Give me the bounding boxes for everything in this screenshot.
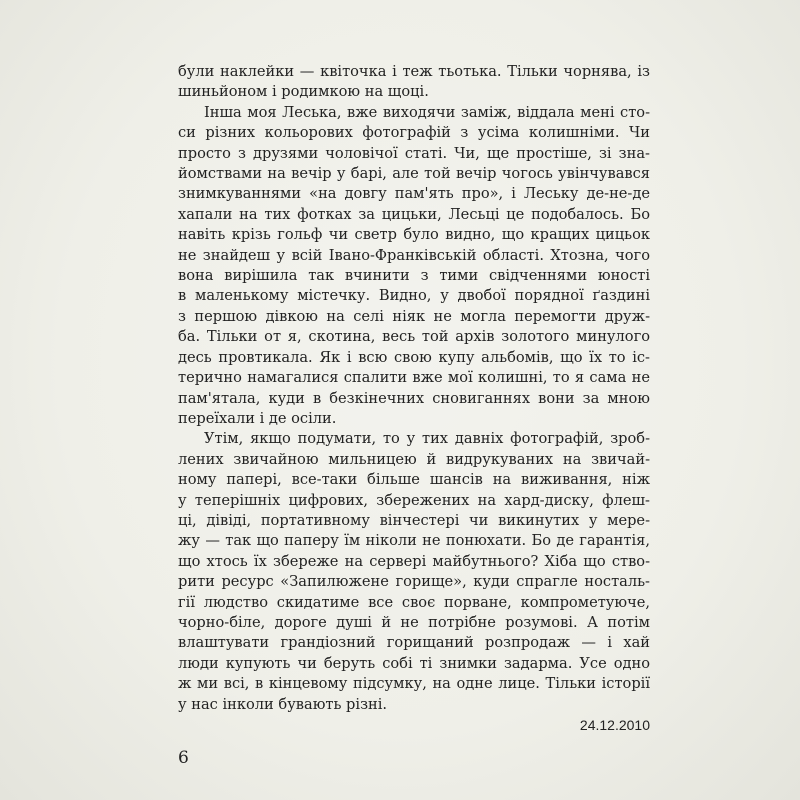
text-line: ному папері, все-таки більше шансів на виживання, ніж [178,471,650,489]
date-signature: 24.12.2010 [579,717,650,733]
text-line: в маленькому містечку. Видно, у двобої порядної ґаздині [178,287,650,305]
text-line: переїхали і де осіли. [178,409,337,427]
text-line: си різних кольорових фотографій з усіма колишніми. Чи [178,124,650,142]
text-line: вона вирішила так вчинити з тими свідченнями юності [178,267,650,285]
text-line: шиньйоном і родимкою на щоці. [178,83,429,101]
text-line: пам'ятала, куди в безкінечних сновиганнях вони за мною [178,389,650,407]
text-line: з першою дівкою на селі ніяк не могла перемогти друж- [178,307,650,325]
text-line: ж ми всі, в кінцевому підсумку, на одне лице. Тільки історії [178,675,650,693]
page-number: 6 [178,748,189,768]
text-line: були наклейки — квіточка і теж тьотька. Тільки чорнява, із [178,63,650,80]
text-line: ці, дівіді, портативному вінчестері чи викинутих у мере- [178,511,650,529]
text-line: Утім, якщо подумати, то у тих давніх фотографій, зроб- [204,430,650,448]
text-line: просто з друзями чоловічої статі. Чи, ще простіше, зі зна- [178,144,650,162]
text-line: гії людство скидатиме все своє порване, компрометуюче, [178,593,650,611]
text-line: Інша моя Леська, вже виходячи заміж, віддала мені сто- [204,103,650,121]
text-line: знимкуваннями «на довгу пам'ять про», і Леську де-не-де [178,185,650,203]
text-line: десь провтикала. Як і всю свою купу альбомів, що їх то іс- [178,348,650,366]
text-line: чорно-біле, дороге душі й не потрібне розумові. А потім [178,613,650,631]
text-line: люди купують чи беруть собі ті знимки задарма. Усе одно [178,654,650,672]
text-line: рити ресурс «Запилюжене горище», куди спрагле носталь- [178,573,650,591]
text-line: у нас інколи бувають різні. [178,695,388,713]
text-line: що хтось їх збереже на сервері майбутнього? Хіба що ство- [178,552,650,570]
text-line: йомствами на вечір у барі, але той вечір чогось увінчувався [178,165,650,183]
text-line: у теперішніх цифрових, збережених на хард-диску, флеш- [178,491,650,509]
text-line: не знайдеш у всій Івано-Франківській області. Хтозна, чого [178,246,650,264]
text-line: навіть крізь гольф чи светр було видно, що кращих цицьок [178,226,650,244]
text-line: ба. Тільки от я, скотина, весь той архів золотого минулого [178,328,650,346]
text-line: жу — так що паперу їм ніколи не понюхати. Бо де гарантія, [178,532,650,550]
text-line: хапали на тих фотках за цицьки, Лесьці це подобалось. Бо [178,205,650,223]
body-text [178,62,650,715]
text-line: лених звичайною мильницею й видрукуваних на звичай- [178,450,650,468]
text-line: терично намагалися спалити вже мої колишні, то я сама не [178,369,650,387]
text-line: влаштувати грандіозний горищаний розпродаж — і хай [178,634,650,652]
